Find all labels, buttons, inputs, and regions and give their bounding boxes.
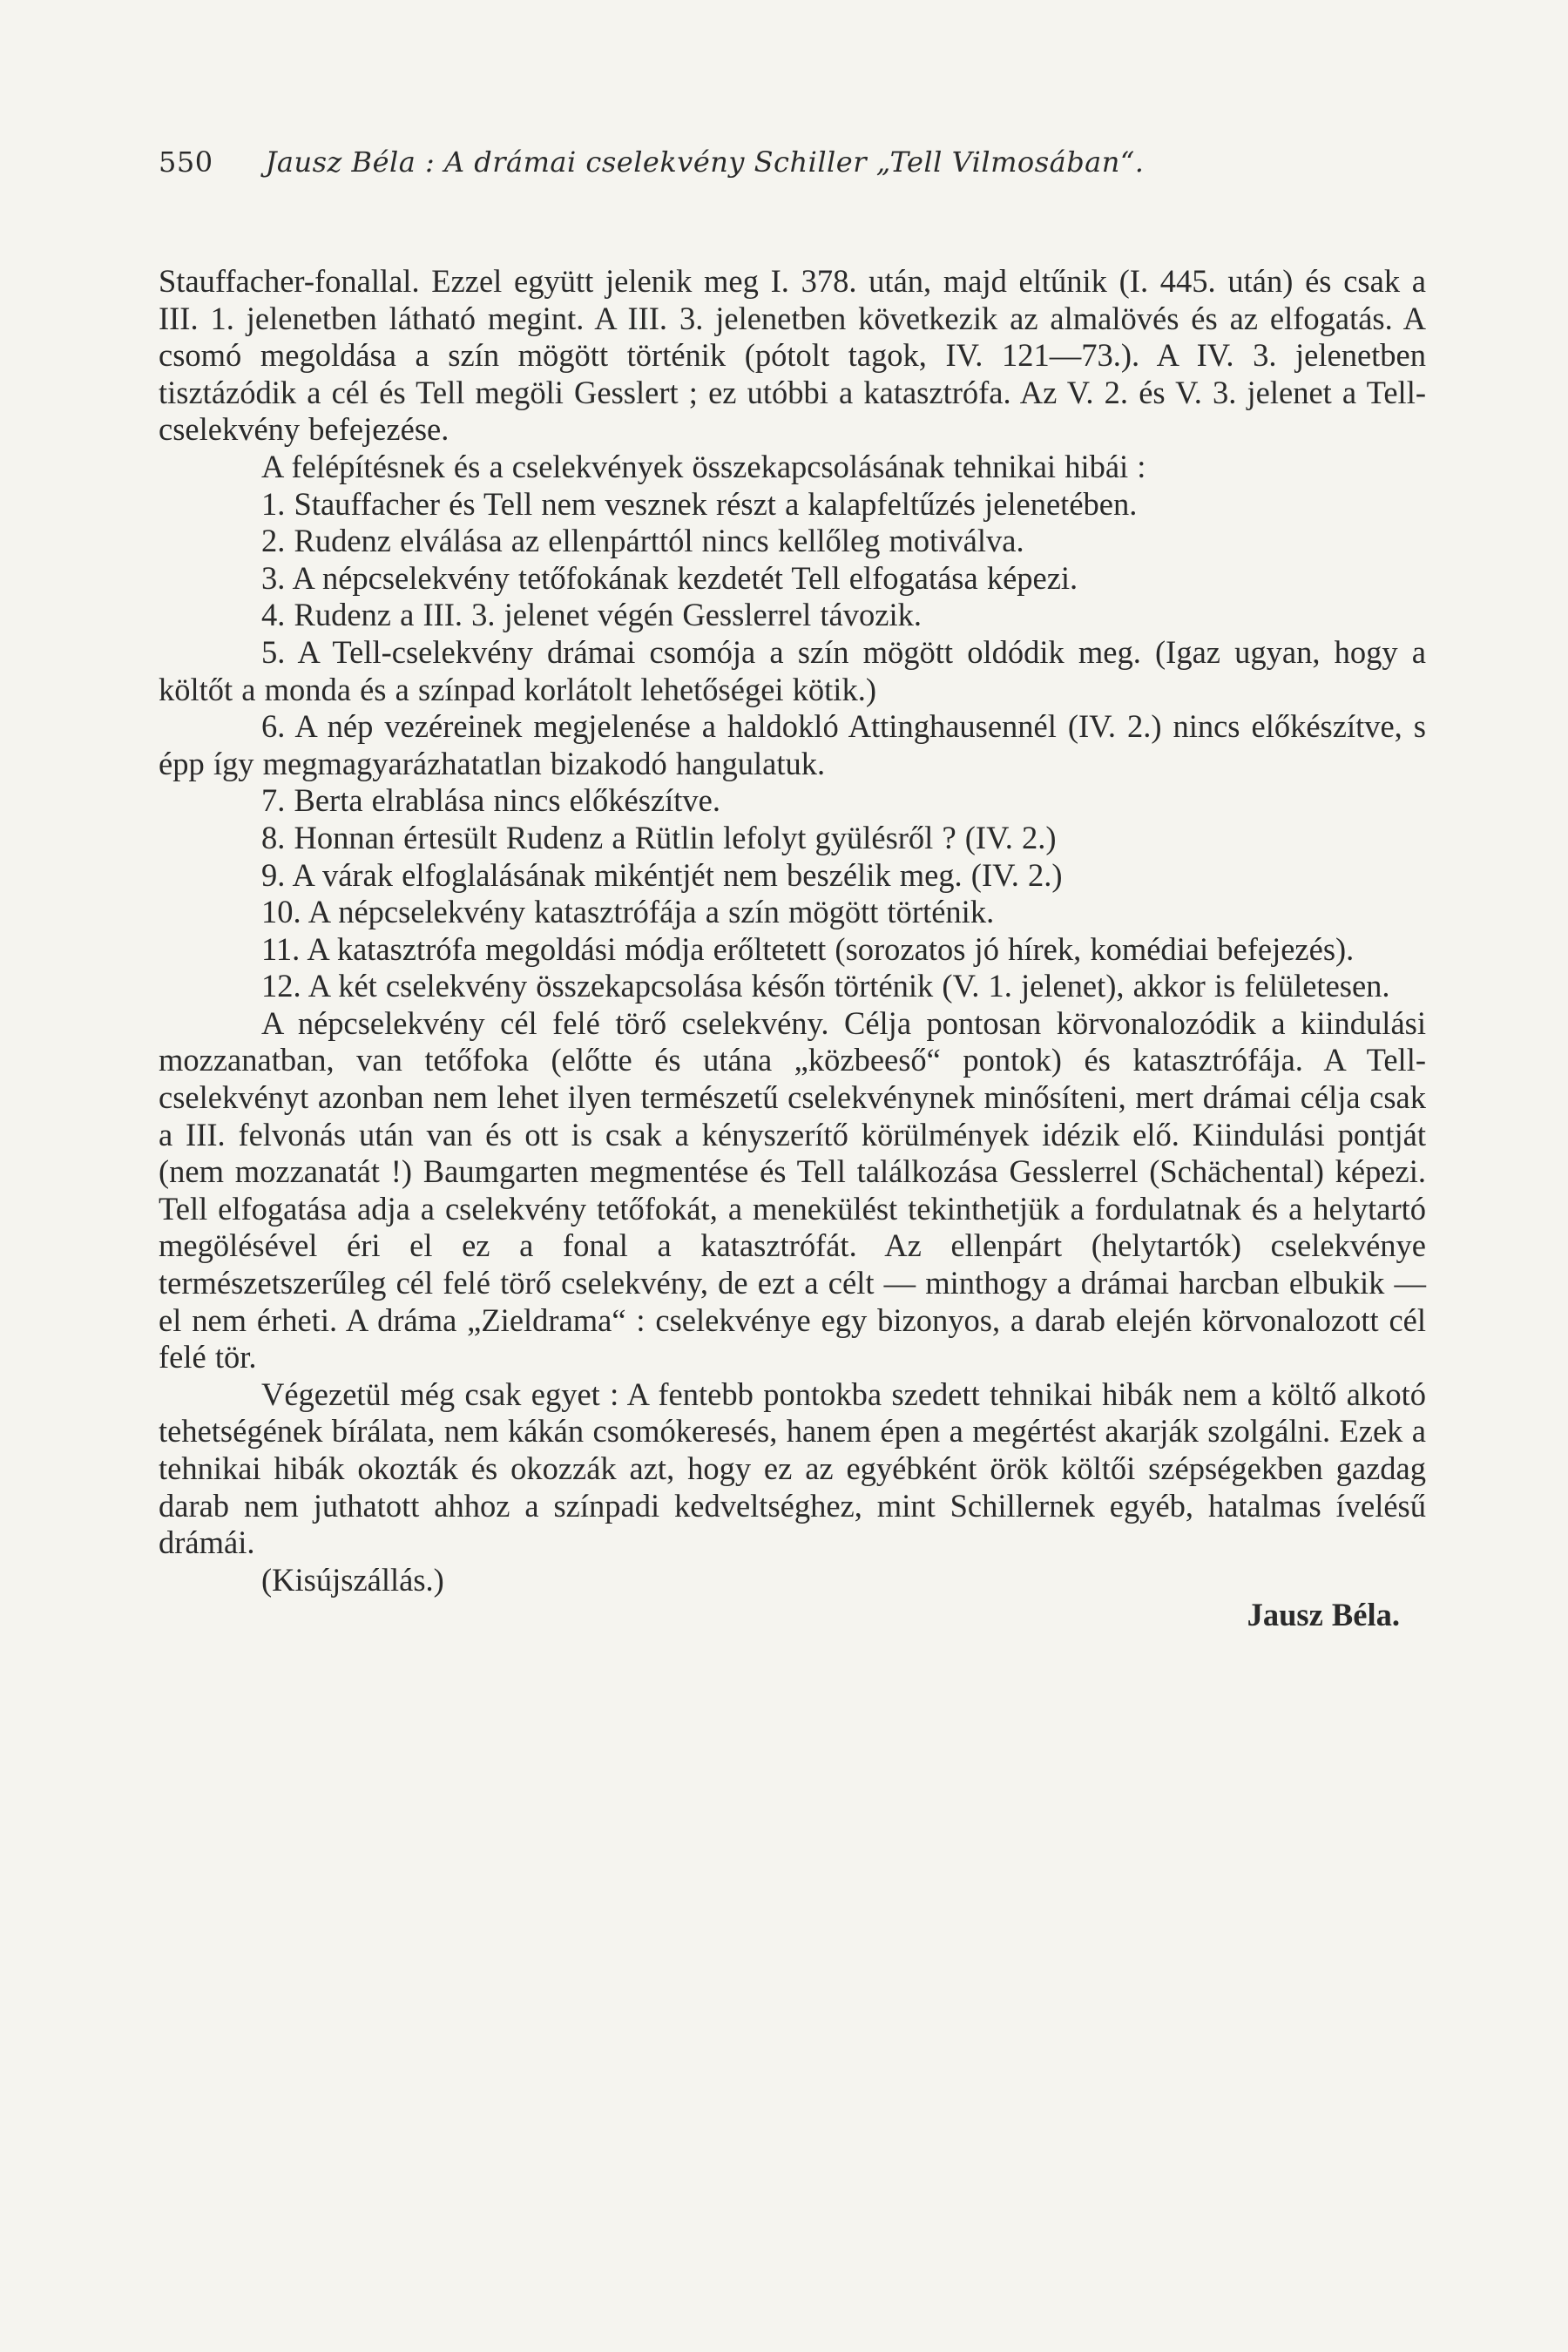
paragraph: Végezetül még csak egyet : A fentebb pontokba szedett tehnikai hibák nem a költő alkotó tehetségének bírálata, nem kákán csomókeresés, hanem épen a megértést akarják szolgálni. Ezek a tehnikai hibák okozták és okozzák azt, hogy ez az egyébként örök költői szépségekben gazdag darab nem juthatott ahhoz a színpadi kedveltséghez, mint Schillernek egyéb, hatalmas ívelésű drámái. xyxy=(159,1375,1426,1561)
author-signature: Jausz Béla. xyxy=(1247,1596,1400,1632)
place-line: (Kisújszállás.) xyxy=(261,1561,444,1598)
body-text xyxy=(159,263,1426,1632)
list-item: 1. Stauffacher és Tell nem vesznek részt a kalapfeltűzés jelenetében. xyxy=(261,485,1138,522)
page-number: 550 xyxy=(159,145,213,179)
list-item: 12. A két cselekvény összekapcsolása későn történik (V. 1. jelenet), akkor is felületesen. xyxy=(261,968,1390,1004)
paragraph: A felépítésnek és a cselekvények összekapcsolásának tehnikai hibái : xyxy=(261,448,1146,484)
list-item: 10. A népcselekvény katasztrófája a szín mögött történik. xyxy=(261,894,995,930)
list-item: 3. A népcselekvény tetőfokának kezdetét Tell elfogatása képezi. xyxy=(261,559,1078,596)
list-item: 11. A katasztrófa megoldási módja erőltetett (sorozatos jó hírek, komédiai befejezés). xyxy=(261,930,1355,967)
list-item: 9. A várak elfoglalásának mikéntjét nem beszélik meg. (IV. 2.) xyxy=(261,856,1063,893)
list-item: 2. Rudenz elválása az ellenpárttól nincs kellőleg motiválva. xyxy=(261,523,1024,559)
paragraph: A népcselekvény cél felé törő cselekvény. Célja pontosan körvonalozódik a kiindulási mozzanatban, van tetőfoka (előtte és utána „közbeeső“ pontok) és katasztrófája. A Tell-cselekvényt azonban nem lehet ilyen természetű cselekvénynek minősíteni, mert drámai célja csak a III. felvonás után van és ott is csak a kényszerítő körülmények idézik elő. Kiindulási pontját (nem mozzanatát !) Baumgarten megmentése és Tell találkozása Gesslerrel (Schächental) képezi. Tell elfogatása adja a cselekvény tetőfokát, a menekülést tekinthetjük a fordulatnak és a helytartó megölésével éri el ez a fonal a katasztrófát. Az ellenpárt (helytartók) cselekvénye természetszerűleg cél felé törő cselekvény, de ezt a célt — minthogy a drámai harcban elbukik — el nem érheti. A dráma „Zieldrama“ : cselekvénye egy bizonyos, a darab elején körvonalozott cél felé tör. xyxy=(159,1004,1426,1375)
list-item: 6. A nép vezéreinek megjelenése a haldokló Attinghausennél (IV. 2.) nincs előkészítve, s épp így megmagyarázhatatlan bizakodó hangulatuk. xyxy=(159,708,1426,781)
list-item: 4. Rudenz a III. 3. jelenet végén Gesslerrel távozik. xyxy=(261,597,922,633)
running-title: Jausz Béla : A drámai cselekvény Schiller „Tell Vilmosában“. xyxy=(265,145,1145,179)
paragraph: Stauffacher-fonallal. Ezzel együtt jelenik meg I. 378. után, majd eltűnik (I. 445. után) és csak a III. 1. jelenetben látható megint. A III. 3. jelenetben következik az almalövés és az elfogatás. A csomó megoldása a szín mögött történik (pótolt tagok, IV. 121—73.). A IV. 3. jelenetben tisztázódik a cél és Tell megöli Gesslert ; ez utóbbi a katasztrófa. Az V. 2. és V. 3. jelenet a Tell-cselekvény befejezése. xyxy=(159,263,1426,448)
list-item: 5. A Tell-cselekvény drámai csomója a szín mögött oldódik meg. (Igaz ugyan, hogy a költőt a monda és a színpad korlátolt lehetőségei kötik.) xyxy=(159,633,1426,707)
list-item: 7. Berta elrablása nincs előkészítve. xyxy=(261,782,720,819)
running-header xyxy=(159,145,1396,179)
list-item: 8. Honnan értesült Rudenz a Rütlin lefolyt gyülésről ? (IV. 2.) xyxy=(261,819,1057,855)
closing xyxy=(159,1561,1426,1632)
